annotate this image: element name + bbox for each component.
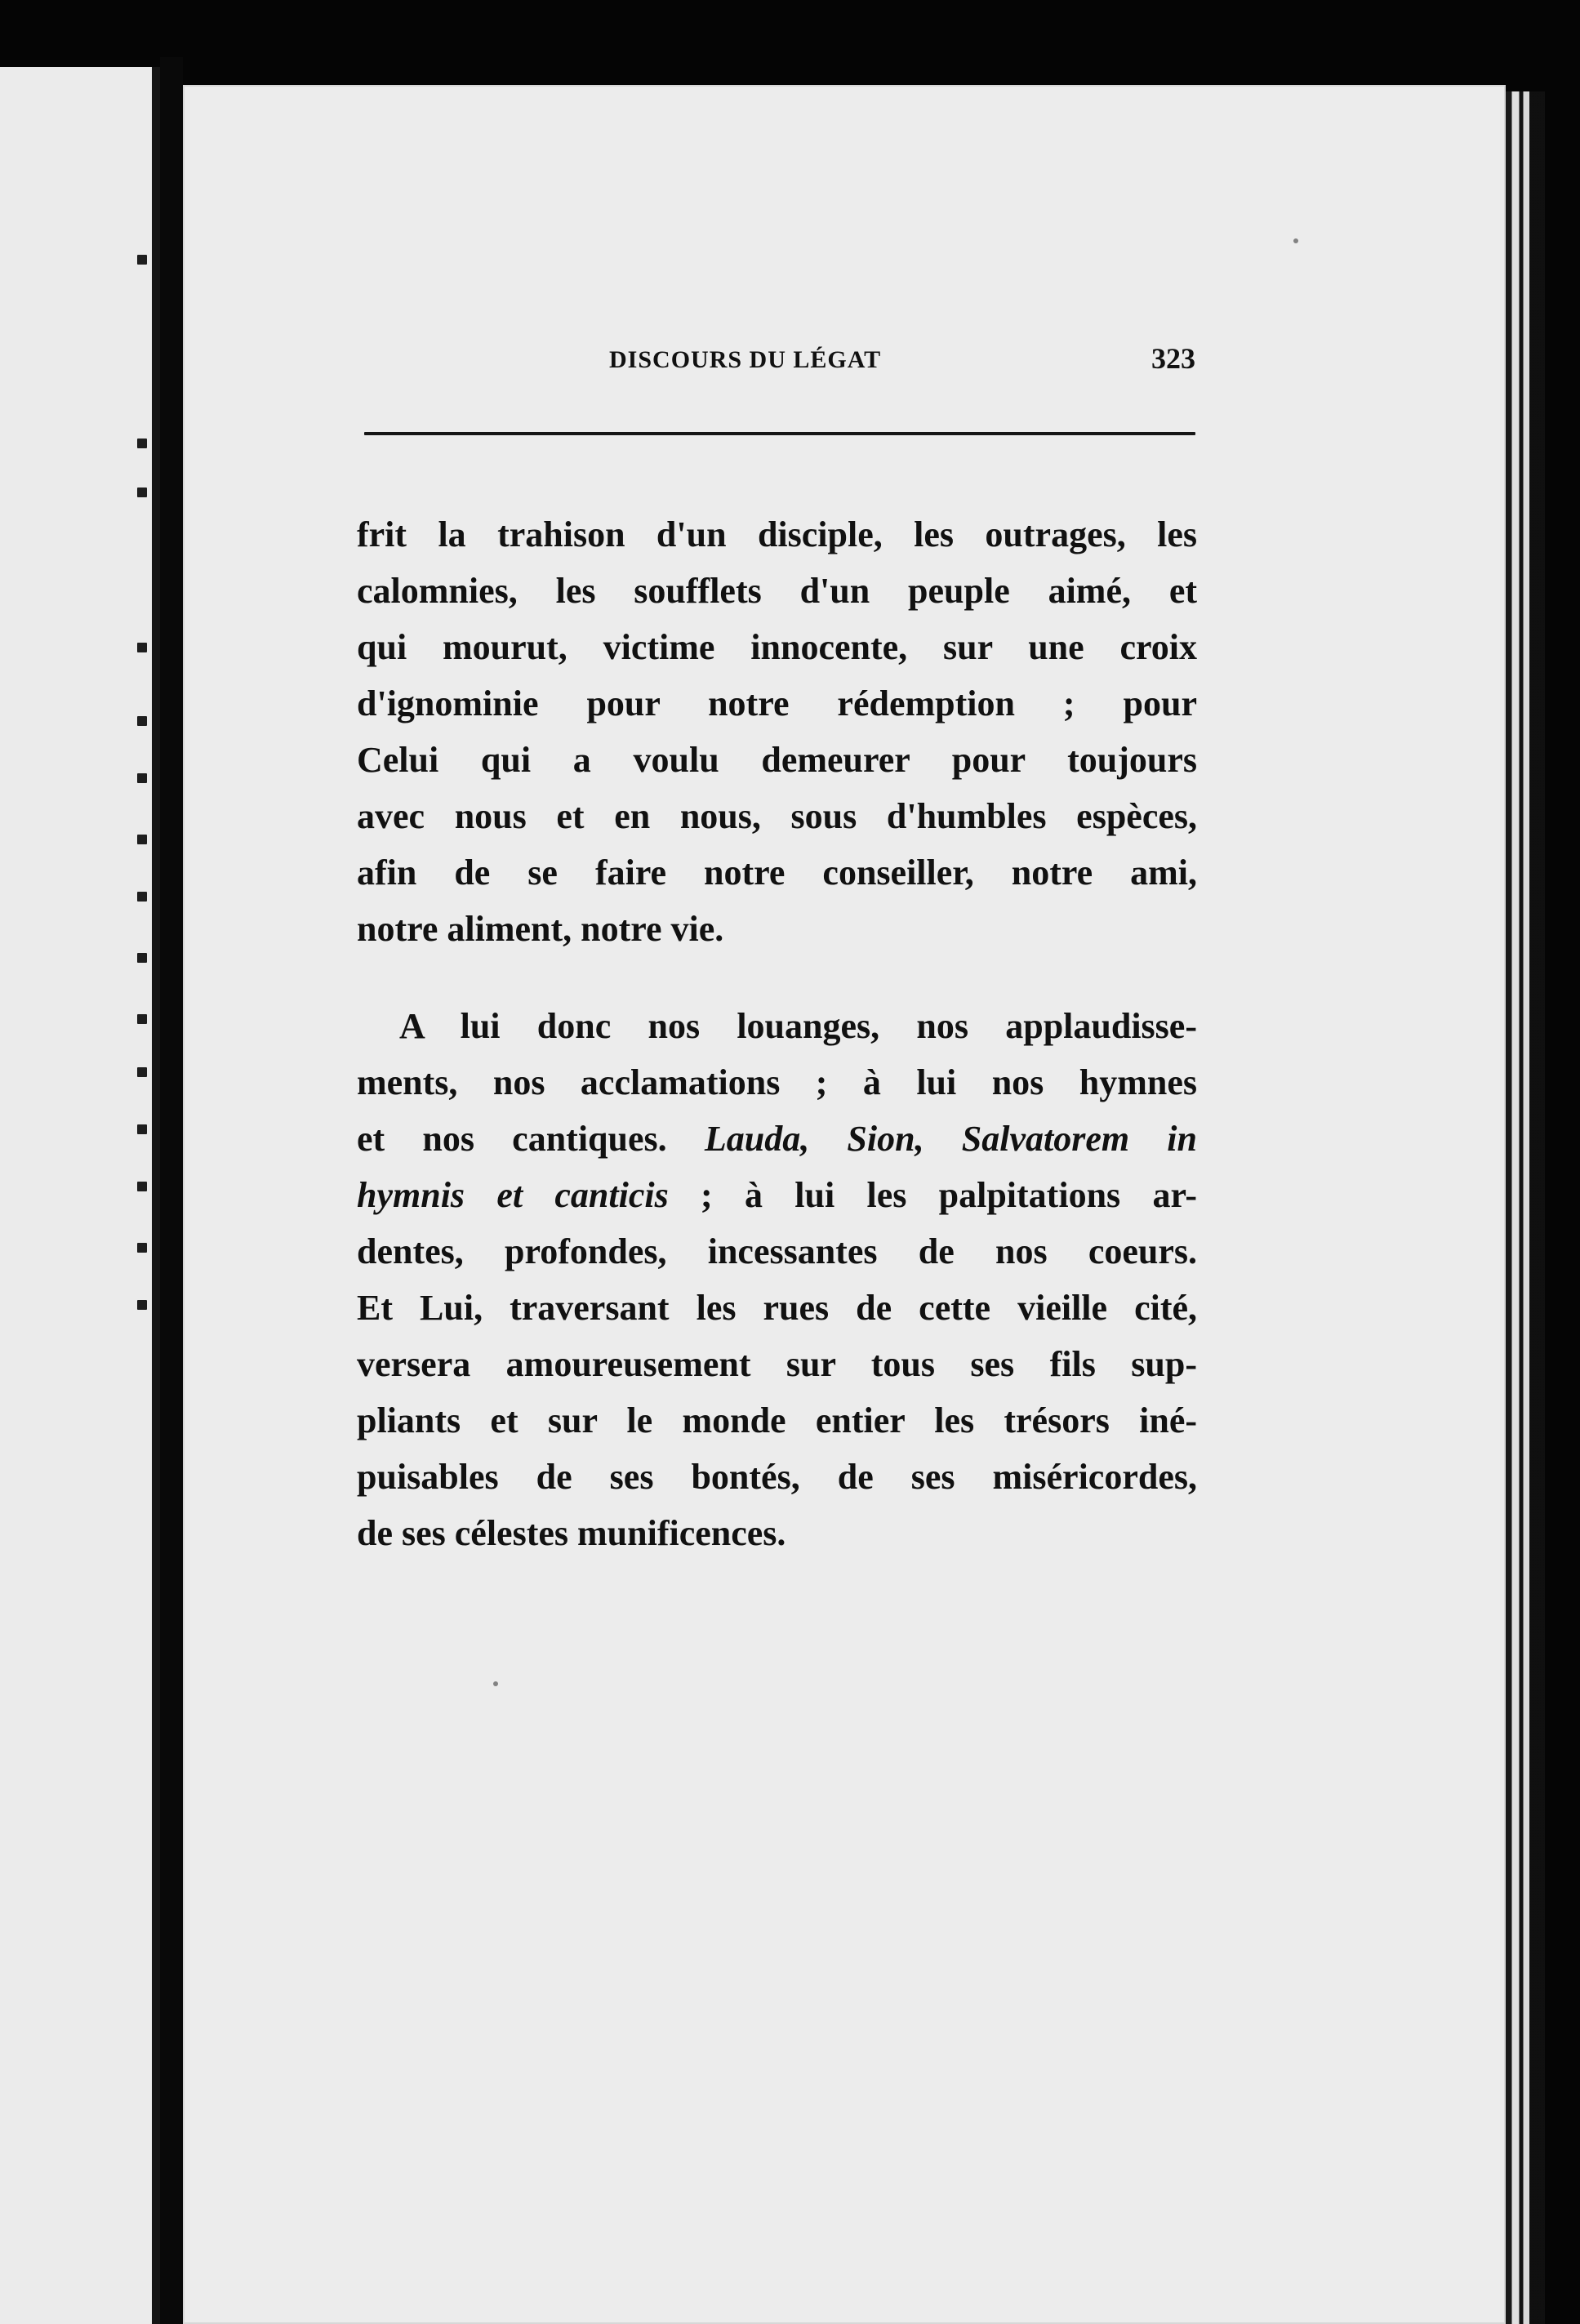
text-line: d'ignominie pour notre rédemption ; pour [357, 683, 1197, 723]
scan-mark [137, 1243, 147, 1253]
scan-mark [137, 892, 147, 902]
paragraph-2 [357, 998, 1197, 1561]
scan-mark [137, 255, 147, 265]
scan-mark [137, 1014, 147, 1024]
running-title: DISCOURS DU LÉGAT [609, 346, 882, 373]
scan-mark [137, 1182, 147, 1191]
text-line: puisables de ses bontés, de ses miséricordes, [357, 1457, 1197, 1497]
text-line: notre aliment, notre vie. [357, 909, 724, 949]
text-line: frit la trahison d'un disciple, les outrages, les [357, 514, 1197, 554]
text-line: qui mourut, victime innocente, sur une croix [357, 627, 1197, 667]
previous-page-edge [0, 67, 160, 2324]
text-run: et nos cantiques. [357, 1119, 705, 1159]
text-line: afin de se faire notre conseiller, notre ami, [357, 853, 1197, 893]
scan-mark [137, 439, 147, 448]
scan-mark [137, 835, 147, 844]
paragraph-1 [357, 506, 1197, 957]
text-line: versera amoureusement sur tous ses fils sup- [357, 1344, 1197, 1384]
text-line: de ses célestes munificences. [357, 1513, 786, 1553]
book-gutter [160, 57, 183, 2324]
scan-mark [137, 1124, 147, 1134]
scan-mark [137, 488, 147, 497]
page-number: 323 [1151, 342, 1195, 375]
scan-mark [137, 773, 147, 783]
text-line: pliants et sur le monde entier les trésors iné- [357, 1400, 1197, 1440]
text-line: Et Lui, traversant les rues de cette vieille cité, [357, 1288, 1197, 1328]
scan-mark [137, 953, 147, 963]
latin-quotation: Lauda, Sion, Salvatorem in [704, 1119, 1197, 1159]
scan-mark [137, 716, 147, 726]
header-rule [364, 432, 1195, 435]
text-line: A lui donc nos louanges, nos applaudisse- [399, 1006, 1197, 1046]
scan-mark [137, 1067, 147, 1077]
text-line: avec nous et en nous, sous d'humbles espèces, [357, 796, 1197, 836]
text-line: calomnies, les soufflets d'un peuple aimé, et [357, 571, 1197, 611]
text-line [357, 1111, 1197, 1167]
text-line: ments, nos acclamations ; à lui nos hymnes [357, 1062, 1197, 1102]
text-run: ; à lui les palpitations ar- [668, 1175, 1197, 1215]
text-line: Celui qui a voulu demeurer pour toujours [357, 740, 1197, 780]
running-header [364, 341, 1195, 382]
page-block-edge [1506, 91, 1545, 2324]
paper-speck [493, 1681, 498, 1686]
latin-quotation: hymnis et canticis [357, 1175, 669, 1215]
text-line: dentes, profondes, incessantes de nos coeurs. [357, 1231, 1197, 1271]
text-line [357, 1167, 1197, 1223]
paper-speck [1293, 238, 1298, 243]
scan-mark [137, 643, 147, 652]
scan-mark [137, 1300, 147, 1310]
